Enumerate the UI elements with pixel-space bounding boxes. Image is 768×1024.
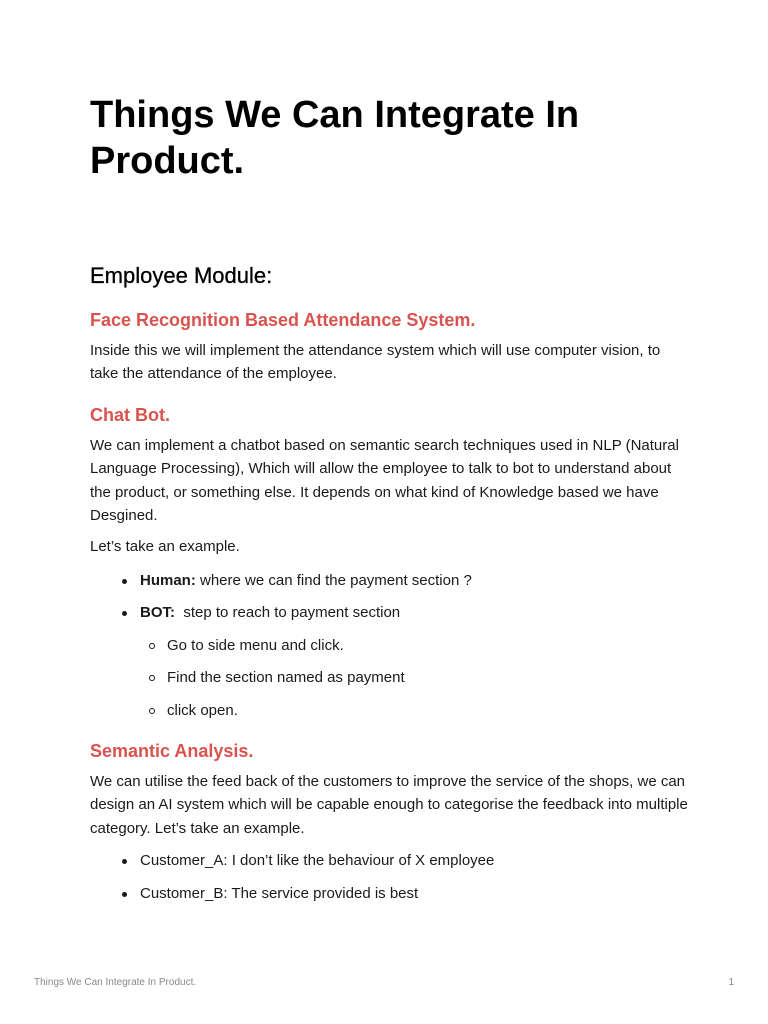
document-title: Things We Can Integrate In Product.: [90, 94, 580, 182]
section-heading-face-recognition: Face Recognition Based Attendance System.: [90, 310, 476, 330]
dialogue-text: where we can find the payment section ?: [195, 571, 472, 589]
examples-list: [90, 849, 690, 905]
list-item: Go to side menu and click.: [148, 634, 690, 657]
steps-list: [90, 634, 690, 722]
section-paragraph-chat-bot: We can implement a chatbot based on semantic search techniques used in NLP (Natural Language Processing), Which will allow the employee to talk to bot to understand about the product, or something else. It depends on what kind of Knowledge based we have Desgined.: [90, 436, 679, 525]
list-item: Customer_A: I don’t like the behaviour of X employee: [120, 849, 690, 872]
list-item: [120, 601, 690, 624]
list-item: Find the section named as payment: [148, 666, 690, 689]
module-heading: Employee Module:: [90, 263, 273, 288]
page-number: 1: [728, 977, 734, 988]
section-paragraph-face-recognition: Inside this we will implement the attendance system which will use computer vision, to take the attendance of the employee.: [90, 342, 661, 383]
example-intro: Let’s take an example.: [90, 538, 240, 556]
section-heading-chat-bot: Chat Bot.: [90, 404, 170, 425]
section-heading-semantic-analysis: Semantic Analysis.: [90, 740, 254, 761]
speaker-label: BOT:: [140, 604, 175, 622]
dialogue-list: [90, 569, 690, 625]
list-item: Customer_B: The service provided is best: [120, 882, 690, 905]
list-item: [120, 569, 690, 592]
section-paragraph-semantic-analysis: We can utilise the feed back of the customers to improve the service of the shops, we can design an AI system which will be capable enough to categorise the feedback into multiple category. Let’s take an example.: [90, 772, 688, 837]
document-page: [90, 92, 690, 914]
list-item: click open.: [148, 699, 690, 722]
footer-title: Things We Can Integrate In Product.: [34, 977, 197, 988]
dialogue-text: step to reach to payment section: [175, 604, 401, 622]
speaker-label: Human:: [140, 571, 196, 589]
